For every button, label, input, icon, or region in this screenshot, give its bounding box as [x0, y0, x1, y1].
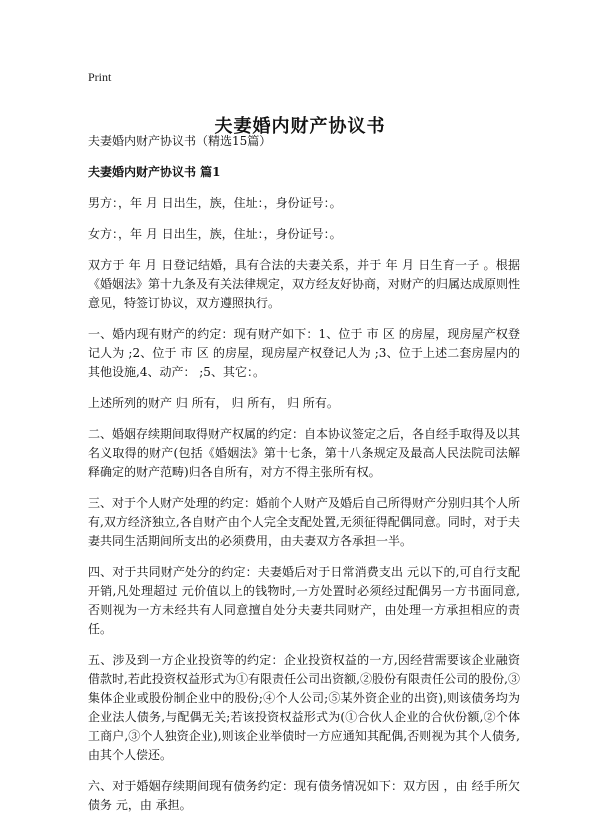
paragraph-property-ownership: 上述所列的财产 归 所有， 归 所有， 归 所有。 — [88, 396, 339, 410]
paragraph-personal-property: 三、对于个人财产处理的约定：婚前个人财产及婚后自己所得财产分别归其个人所有,双方经济独立,各自财产由个人完全支配处置,无须征得配偶同意。同时，对于夫妻共同生活期间所支出的必须费用，由夫妻双方各承担一半。 — [88, 496, 521, 548]
paragraph-acquired-property: 二、婚姻存续期间取得财产权属的约定：自本协议签定之后，各自经手取得及以其名义取得的财产(包括《婚姻法》第十七条，第十八条规定及最高人民法院司法解释确定的财产范畴)归各自所有，对方不得主张所有权。 — [88, 427, 521, 479]
print-link[interactable]: Print — [88, 70, 112, 84]
document-title: 夫妻婚内财产协议书 — [214, 116, 386, 138]
husband-info-line: 男方：，年 月 日出生，族，住址：，身份证号：。 — [88, 196, 342, 210]
section-heading: 夫妻婚内财产协议书 篇1 — [88, 165, 221, 179]
document-body — [88, 128, 520, 815]
document-subtitle: 夫妻婚内财产协议书（精选15篇） — [88, 134, 272, 148]
paragraph-existing-property: 一、婚内现有财产的约定：现有财产如下：1、位于 市 区 的房屋，现房屋产权登记人为 ;2、位于 市 区 的房屋，现房屋产权登记人为 ;3、位于上述二套房屋内的其他设施,4、动产： ;5、其它：。 — [88, 327, 520, 379]
paragraph-enterprise-investment: 五、涉及到一方企业投资等的约定：企业投资权益的一方,因经营需要该企业融资借款时,若此投资权益形式为①有限责任公司出资额,②股份有限责任公司的股份,③集体企业或股份制企业中的股份;④个人公司;⑤某外资企业的出资),则该债务均为企业法人债务,与配偶无关;若该投资权益形式为(①合伙人企业的合伙份额,②个体工商户,③个人独资企业),则该企业举债时一方应通知其配偶,否则视为其个人债务,由其个人偿还。 — [88, 653, 520, 762]
paragraph-joint-property: 四、对于共同财产处分的约定：夫妻婚后对于日常消费支出 元以下的,可自行支配开销,凡处理超过 元价值以上的钱物时,一方处置时必须经过配偶另一方书面同意,否则视为一方未经共有人同意擅自处分夫妻共同财产，由处理一方承担相应的责任。 — [88, 565, 520, 636]
paragraph-preamble: 双方于 年 月 日登记结婚，具有合法的夫妻关系，并于 年 月 日生育一子 。根据《婚姻法》第十九条及有关法律规定，双方经友好协商，对财产的归属达成原则性意见，特签订协议，双方遵照执行。 — [88, 258, 521, 310]
wife-info-line: 女方：，年 月 日出生，族，住址：，身份证号：。 — [88, 227, 342, 241]
paragraph-debts: 六、对于婚姻存续期间现有债务约定：现有债务情况如下：双方因 ，由 经手所欠债务 元，由 承担。 — [88, 779, 520, 812]
